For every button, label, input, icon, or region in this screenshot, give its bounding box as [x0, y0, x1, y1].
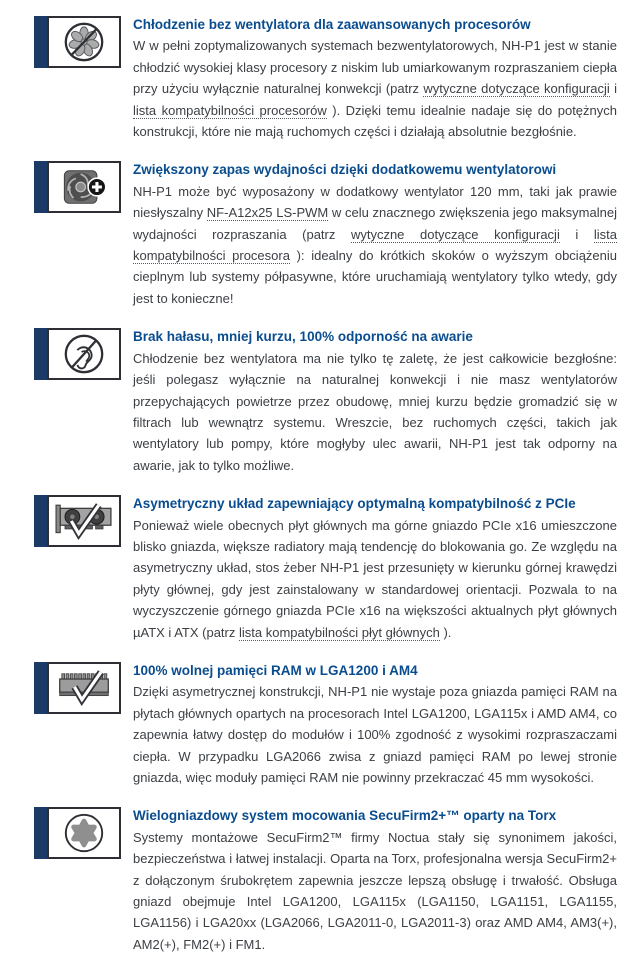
feature-section-fan-headroom: [34, 159, 617, 309]
feature-section-no-noise: [34, 326, 617, 476]
feature-body: [133, 681, 617, 788]
icon-frame: [47, 807, 121, 859]
feature-text-column: [133, 326, 617, 476]
body-text: i: [609, 81, 617, 97]
feature-text-column: [133, 159, 617, 309]
icon-frame: [47, 16, 121, 68]
icon-frame: [47, 328, 121, 380]
feature-heading: Asymetryczny układ zapewniający optymalną kompatybilność z PCIe: [133, 496, 576, 512]
feature-text-column: [133, 805, 617, 955]
icon-frame: [47, 495, 121, 547]
feature-body: [133, 515, 617, 643]
gpu-compatibility-icon: [54, 502, 114, 540]
feature-text-column: [133, 14, 617, 142]
inline-link[interactable]: lista kompatybilności płyt głównych: [238, 624, 440, 640]
feature-heading: Chłodzenie bez wentylatora dla zaawansowanych procesorów: [133, 17, 531, 32]
ram-clearance-icon: [54, 669, 114, 707]
body-text: Ponieważ wiele obecnych płyt głównych ma górne gniazdo PCIe x16 umieszczone blisko gniazda, większe radiatory mają tendencję do blokowania go. Ze względu na asymetryczny układ, stos żeber NH-P1 jest przesunięty w kierunku górnej krawędzi płyty głównej, gdy jest zainstalowany w standardowej orientacji. Pozwala to na wyczyszczenie górnego gniazda PCIe x16 na większości aktualnych płyt głównych µATX i ATX (patrz: [133, 517, 617, 640]
body-text: NH-P1 może być wyposażony w dodatkowy wentylator 120 mm, taki jak prawie niesłyszalny: [133, 183, 617, 221]
inline-link[interactable]: lista kompatybilności procesora: [133, 226, 617, 264]
feature-heading: Brak hałasu, mniej kurzu, 100% odporność na awarie: [133, 329, 473, 345]
icon-frame: [47, 662, 121, 714]
body-text: ).: [439, 624, 452, 640]
feature-list: [34, 14, 617, 955]
feature-text-column: [133, 493, 617, 643]
body-text: ): idealny do krótkich skoków o wyższym obciążeniu cieplnym lub systemy półpasywne, które uruchamiają wentylatory tylko wtedy, gdy jest to konieczne!: [133, 248, 618, 306]
body-text: ). Dzięki temu idealnie nadaje się do potężnych konstrukcji, które nie mają ruchomych części i działają absolutnie bezgłośnie.: [133, 102, 618, 140]
feature-icon-block: [34, 161, 121, 213]
accent-bar: [34, 662, 47, 714]
body-text: Dzięki asymetrycznej konstrukcji, NH-P1 nie wystaje poza gniazda pamięci RAM na płytach głównych opartych na procesorach Intel LGA1200, LGA115x i AMD AM4, co zapewnia łatwy dostęp do modułów i 100% zgodność z wysokimi rozpraszaczami ciepła. W przypadku LGA2066 zwisa z gniazd pamięci RAM po lewej stronie gniazda, więc moduły pamięci RAM nie powinny przekraczać 45 mm wysokości.: [133, 684, 617, 785]
feature-body: [133, 181, 617, 309]
accent-bar: [34, 16, 47, 68]
feature-body: [133, 348, 617, 476]
feature-icon-block: [34, 662, 121, 714]
feature-icon-block: [34, 807, 121, 859]
feature-body: [133, 35, 617, 142]
feature-section-secufirm-torx: [34, 805, 617, 955]
body-text: i: [559, 226, 594, 242]
fan-plus-icon: [60, 164, 108, 210]
inline-link[interactable]: NF-A12x25 LS-PWM: [206, 205, 329, 221]
feature-body: [133, 827, 617, 955]
feature-heading: Zwiększony zapas wydajności dzięki dodatkowemu wentylatorowi: [133, 162, 557, 178]
inline-link[interactable]: lista kompatybilności procesorów: [133, 102, 327, 118]
torx-mounting-icon: [61, 810, 107, 856]
feature-icon-block: [34, 495, 121, 547]
icon-frame: [47, 161, 121, 213]
feature-text-column: [133, 660, 617, 788]
feature-heading: 100% wolnej pamięci RAM w LGA1200 i AM4: [133, 662, 418, 678]
accent-bar: [34, 328, 47, 380]
feature-icon-block: [34, 16, 121, 68]
feature-section-fanless: [34, 14, 617, 142]
body-text: W w pełni zoptymalizowanych systemach bezwentylatorowych, NH-P1 jest w stanie chłodzić wysokiej klasy procesory z niskim lub umiarkowanym rozpraszaniem ciepła przy użyciu wyłącznie naturalnej konwekcji (patrz: [133, 38, 617, 97]
accent-bar: [34, 807, 47, 859]
inline-link[interactable]: wytyczne dotyczące konfiguracji: [423, 81, 610, 97]
feature-heading: Wielogniazdowy system mocowania SecuFirm2+™ oparty na Torx: [133, 808, 557, 824]
feature-icon-block: [34, 328, 121, 380]
body-text: w celu znacznego zwiększenia jego maksymalnej wydajności rozpraszania (patrz: [133, 205, 617, 242]
body-text: Systemy montażowe SecuFirm2™ firmy Noctua stały się synonimem jakości, bezpieczeństwa i łatwej instalacji. Oparta na Torx, profesjonalna wersja SecuFirm2+ z dołączonym śrubokrętem zapewnia jeszcze lepszą obsługę i trwałość. Obsługa gniazd obejmuje Intel LGA1200, LGA115x (LGA1150, LGA1151, LGA1155, LGA1156) i LGA20xx (LGA2066, LGA2011-0, LGA2011-3) oraz AMD AM4, AM3(+), AM2(+), FM2(+) i FM1.: [133, 829, 617, 952]
body-text: Chłodzenie bez wentylatora ma nie tylko tę zaletę, że jest całkowicie bezgłośne: jeśli polegasz wyłącznie na naturalnej konwekcji i nie masz wentylatorów przepychających powietrze przez obudowę, mniej kurzu będzie gromadzić się w filtrach lub wewnątrz systemu. Wreszcie, bez ruchomych części, takich jak wentylatory lub pompy, które mogłyby ulec awarii, NH-P1 jest tak odporny na awarie, jak to tylko możliwe.: [133, 350, 617, 473]
accent-bar: [34, 161, 47, 213]
accent-bar: [34, 495, 47, 547]
feature-section-pcie-compat: [34, 493, 617, 643]
no-noise-icon: [61, 331, 107, 377]
inline-link[interactable]: wytyczne dotyczące konfiguracji: [350, 226, 560, 242]
feature-section-ram-clearance: [34, 660, 617, 788]
fanless-icon: [61, 19, 107, 65]
